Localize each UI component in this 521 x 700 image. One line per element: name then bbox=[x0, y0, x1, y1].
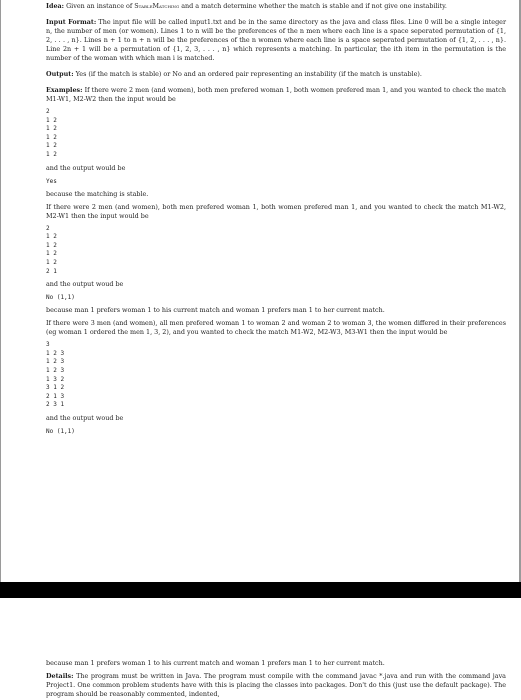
code-line: 1 2 bbox=[46, 142, 57, 150]
output-label: Output: bbox=[46, 70, 74, 78]
example-3-mid-text: and the output woud be bbox=[46, 413, 124, 422]
code-line: 1 2 3 bbox=[46, 366, 65, 374]
code-line: 1 2 3 bbox=[46, 358, 65, 366]
input-format-text: The input file will be called input1.txt and be in the same directory as the java and class files. Line 0 will be a single integer n, the number of men (or women). Lines 1 to n will be the preferences of the n men where each line is a space seperated permutation of {1, 2, . . . , n}. Lines n + 1 to n + n will be the preferences of the n women where each line is a space seperated permutation of {1, 2, . . . , n}. Line 2n + 1 will be a permutation of {1, 2, 3, . . . , n} which represents a matching. In particular, the ith item in the permutation is the number of the woman with which man i is matched. bbox=[46, 18, 506, 62]
details-label: Details: bbox=[46, 672, 74, 680]
example-2-mid-text: and the output woud be bbox=[46, 280, 124, 289]
code-line: 1 2 bbox=[46, 233, 57, 241]
code-line: 1 2 bbox=[46, 250, 57, 258]
example-2-output: No (1,1) bbox=[46, 294, 75, 302]
example-3-intro: If there were 3 men (and women), all men prefered woman 1 to woman 2 and woman 2 to woman 3, the women differed in their preferences (eg woman 1 ordered the men 1, 3, 2), and you wanted to check the match M1-W2, M2-W3, M3-W1 then the input would be bbox=[46, 319, 506, 337]
details-text: The program must be written in Java. The program must compile with the command javac *.java and run with the command java Project1. One common problem students have with this is placing the classes into packages. Don't do this (just use the default package). The program should be reasonably commented, indented, bbox=[46, 672, 506, 698]
example-2-input-block bbox=[46, 225, 506, 277]
input-format-label: Input Format: bbox=[46, 18, 97, 26]
code-line: 2 1 3 bbox=[46, 392, 65, 400]
output-paragraph bbox=[46, 70, 506, 79]
code-line: 2 1 bbox=[46, 267, 57, 275]
page-edge-left bbox=[0, 0, 1, 582]
output-text: Yes (if the match is stable) or No and an ordered pair representing an instability (if the match is unstable). bbox=[73, 70, 422, 78]
code-line: 1 2 3 bbox=[46, 349, 65, 357]
code-line: 1 2 bbox=[46, 133, 57, 141]
code-line: 1 2 bbox=[46, 116, 57, 124]
code-line: 1 2 bbox=[46, 258, 57, 266]
examples-label: Examples: bbox=[46, 86, 83, 94]
code-line: 1 2 bbox=[46, 241, 57, 249]
example-3-input-block bbox=[46, 341, 506, 410]
idea-text-b: and a match determine whether the match is stable and if not give one instability. bbox=[179, 2, 447, 10]
example-1-mid-text: and the output would be bbox=[46, 163, 126, 172]
idea-paragraph bbox=[46, 2, 506, 11]
code-line: 2 3 1 bbox=[46, 401, 65, 409]
page-2-reason: because man 1 prefers woman 1 to his current match and woman 1 prefers man 1 to her current match. bbox=[46, 659, 385, 667]
example-1-output: Yes bbox=[46, 177, 57, 185]
example-2-intro: If there were 2 men (and women), both men prefered woman 1, both women prefered man 1, and you wanted to check the match M1-W2, M2-W1 then the input would be bbox=[46, 202, 506, 220]
example-1-reason: because the matching is stable. bbox=[46, 189, 149, 198]
stable-matching-term: StableMatching bbox=[134, 2, 180, 10]
code-line: 3 bbox=[46, 341, 50, 349]
code-line: 3 1 2 bbox=[46, 384, 65, 392]
example-2-reason: because man 1 prefers woman 1 to his current match and woman 1 prefers man 1 to her current match. bbox=[46, 306, 385, 315]
page-break-bar bbox=[0, 582, 521, 598]
example-1-intro-text: If there were 2 men (and women), both men prefered woman 1, both women prefered man 1, and you wanted to check the match M1-W1, M2-W2 then the input would be bbox=[46, 86, 506, 103]
idea-label: Idea: bbox=[46, 2, 65, 10]
idea-text-a: Given an instance of bbox=[64, 2, 135, 10]
code-line: 2 bbox=[46, 224, 50, 232]
details-paragraph bbox=[46, 672, 506, 699]
example-3-output: No (1,1) bbox=[46, 427, 75, 435]
example-1-input-block bbox=[46, 108, 506, 160]
example-1-intro bbox=[46, 86, 506, 104]
page-1-content bbox=[46, 2, 506, 436]
page-2-content bbox=[46, 659, 506, 699]
code-line: 2 bbox=[46, 108, 50, 115]
code-line: 1 2 bbox=[46, 125, 57, 133]
code-line: 1 3 2 bbox=[46, 375, 65, 383]
input-format-paragraph bbox=[46, 18, 506, 63]
code-line: 1 2 bbox=[46, 150, 57, 158]
